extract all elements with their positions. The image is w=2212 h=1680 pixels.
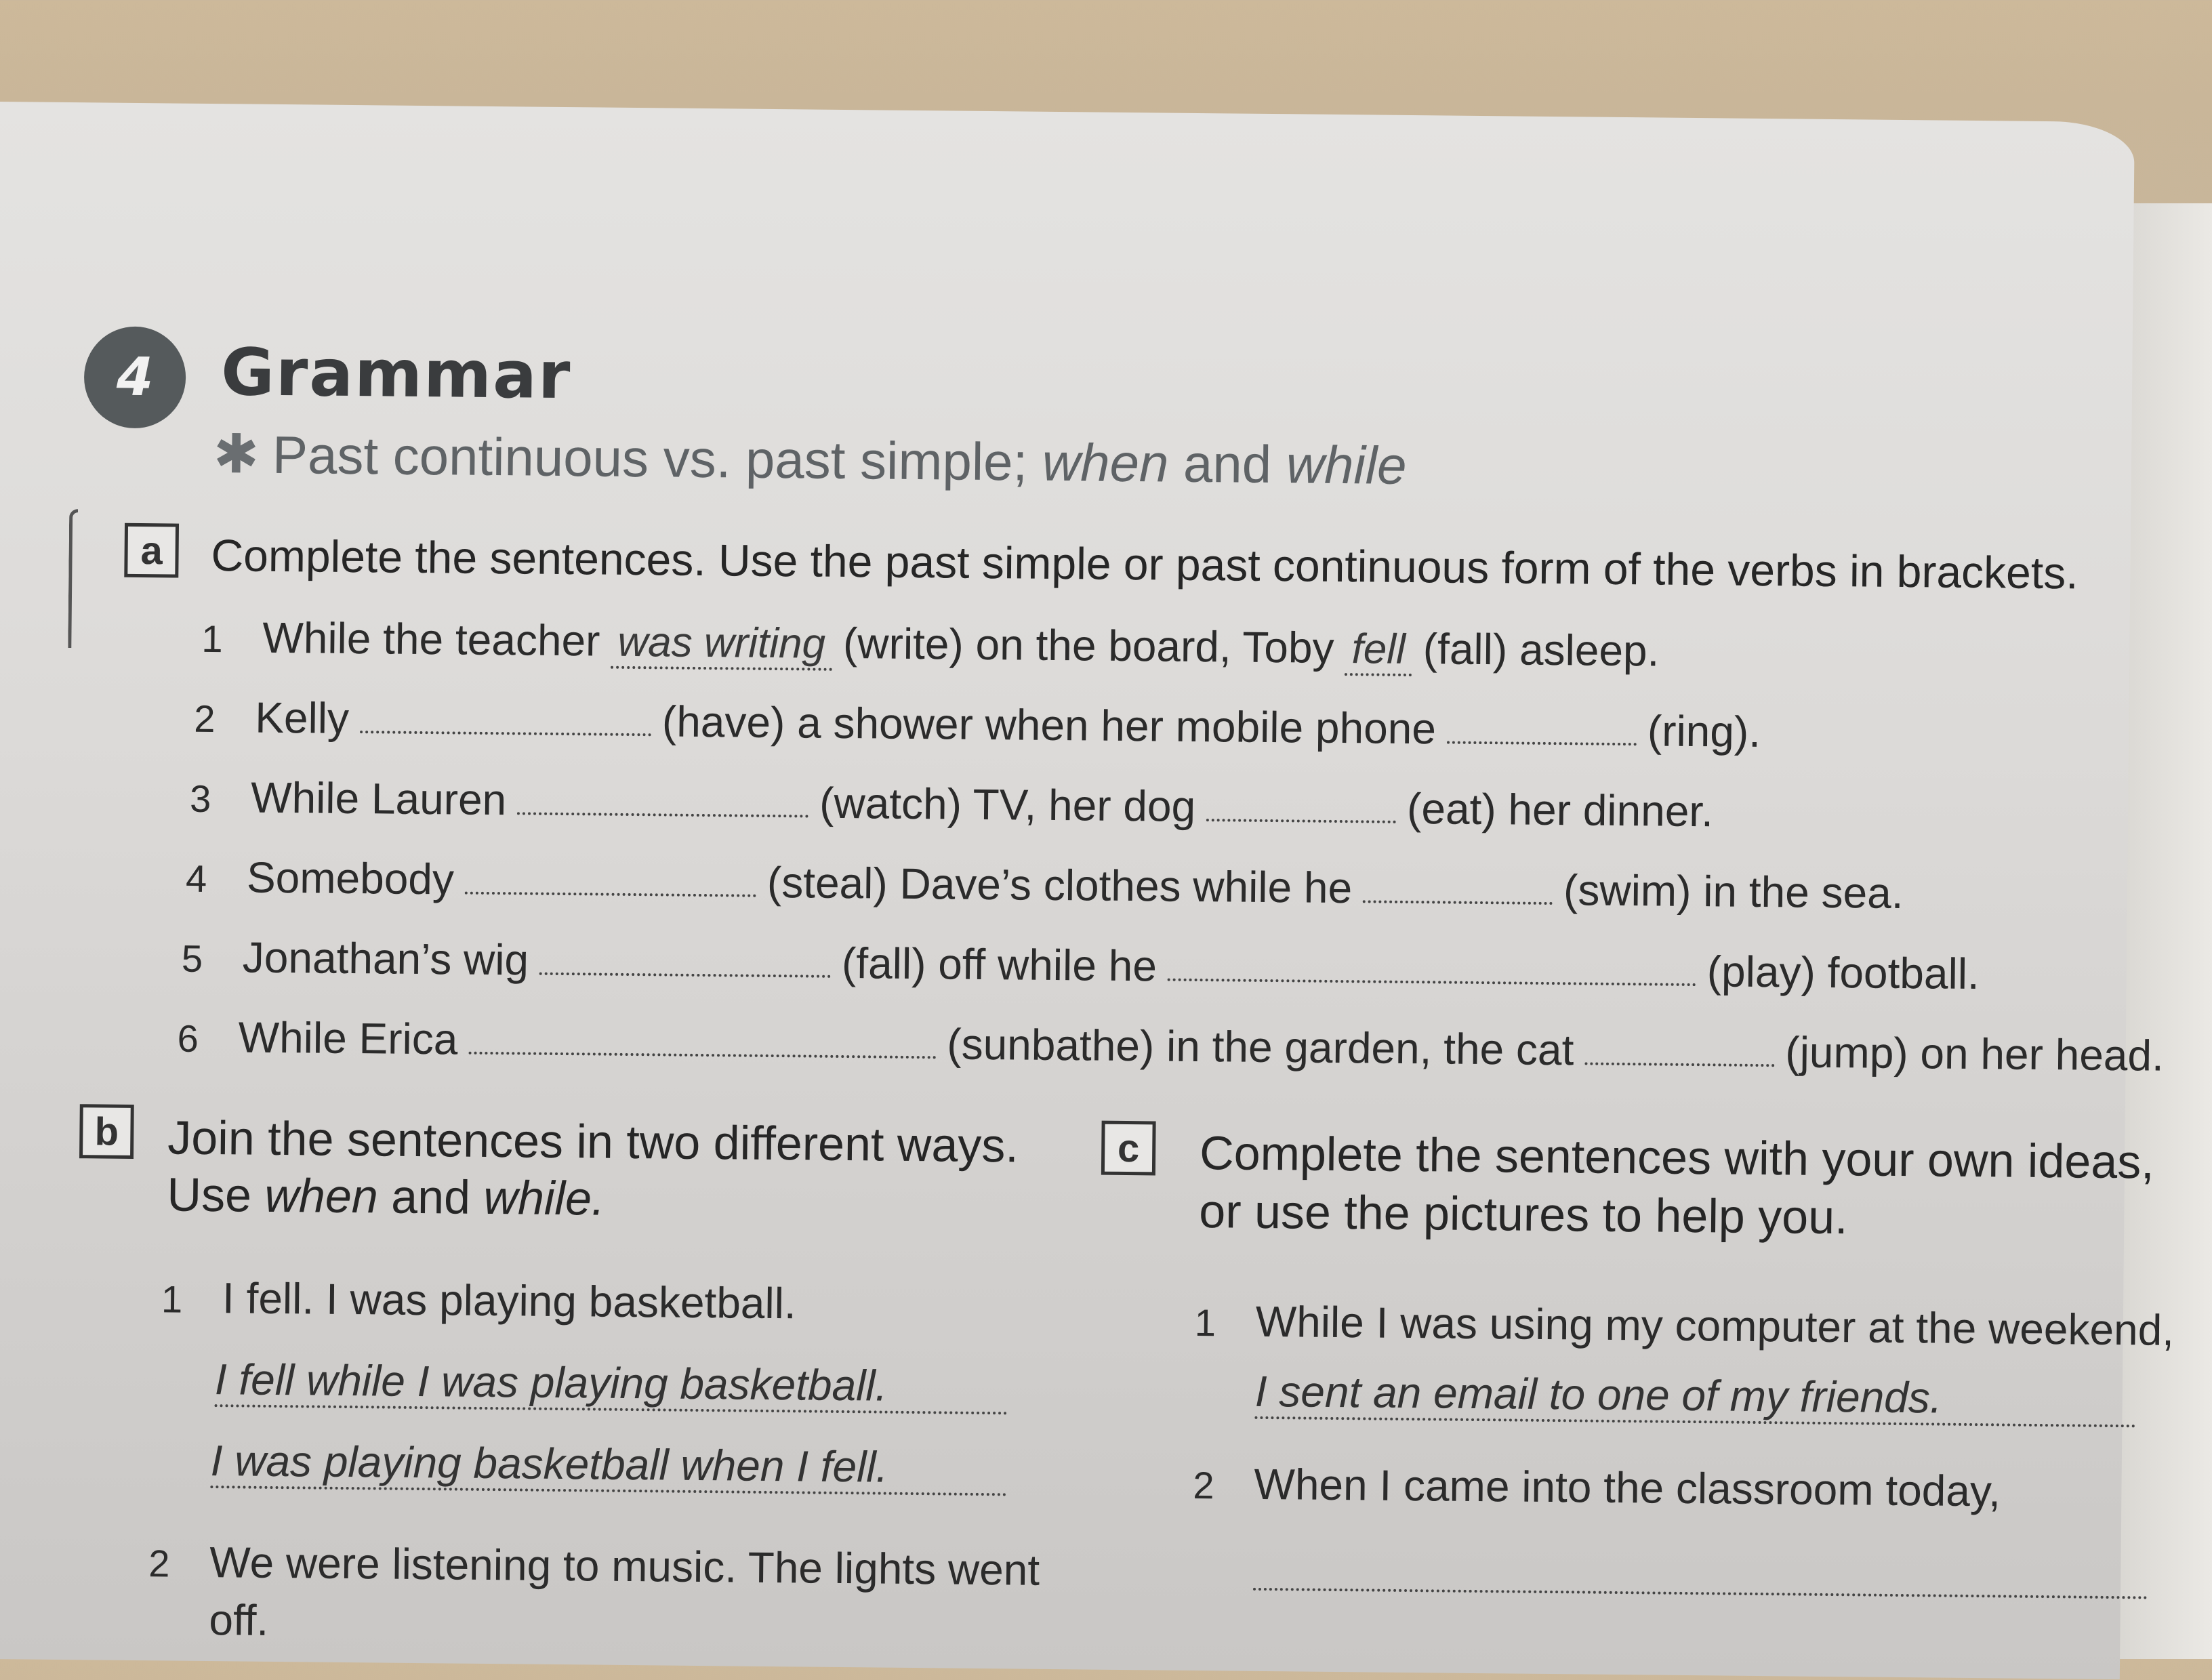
instr-text: and [390, 1170, 471, 1224]
exercise-c-answer-1[interactable]: I sent an email to one of my friends. [1254, 1366, 2136, 1427]
item-text: (have) a shower when her mobile phone [661, 697, 1437, 754]
subheading-text: Past continuous vs. past simple; [272, 424, 1028, 492]
item-number: 4 [185, 857, 207, 900]
answer-blank[interactable] [1168, 945, 1696, 986]
item-text: When I came into the classroom today, [1254, 1459, 2001, 1516]
subheading-when: when [1042, 432, 1169, 493]
exercise-b-label: b [79, 1104, 134, 1159]
item-text: (fall) asleep. [1422, 624, 1660, 676]
subheading-while: while [1286, 434, 1407, 495]
grammar-subheading [213, 422, 1407, 497]
instr-when: when [264, 1168, 379, 1223]
exercise-b-item [148, 1536, 1040, 1595]
unit-number: 4 [116, 346, 154, 409]
margin-pen-mark [68, 509, 78, 648]
answer-blank[interactable] [468, 1018, 936, 1059]
subheading-and: and [1183, 433, 1272, 495]
exercise-c-label: c [1101, 1121, 1156, 1176]
exercise-c-answer-blank[interactable] [1253, 1588, 2148, 1599]
answer-blank[interactable] [360, 697, 651, 736]
exercise-c-item [1194, 1296, 2174, 1355]
exercise-a-item [190, 772, 1713, 837]
exercise-a-item [201, 612, 1660, 679]
exercise-b-item-continuation: off. [209, 1595, 269, 1645]
item-text: I fell. I was playing basketball. [222, 1273, 797, 1328]
item-text: (fall) off while he [841, 938, 1158, 991]
item-text: (write) on the board, Toby [842, 618, 1334, 672]
item-number: 1 [1194, 1301, 1216, 1345]
answer-blank[interactable] [1584, 1029, 1775, 1067]
item-text: We were listening to music. The lights went [209, 1538, 1040, 1595]
item-number: 1 [201, 617, 223, 661]
item-number: 3 [189, 777, 211, 821]
item-text: (jump) on her head. [1785, 1027, 2165, 1080]
answer-blank[interactable] [465, 858, 756, 897]
section-title: Grammar [220, 334, 572, 414]
item-number: 5 [181, 937, 203, 980]
item-number: 6 [177, 1017, 199, 1060]
exercise-b-answer-2[interactable]: I was playing basketball when I fell. [210, 1435, 1007, 1496]
item-text: (eat) her dinner. [1406, 783, 1714, 836]
exercise-a-item [177, 1012, 2164, 1081]
answer-blank[interactable] [1447, 708, 1637, 746]
item-text: (swim) in the sea. [1563, 865, 1904, 918]
item-number: 1 [161, 1277, 183, 1321]
exercise-b-instruction-line1: Join the sentences in two different ways. [167, 1111, 1019, 1172]
exercise-b-answer-1[interactable]: I fell while I was playing basketball. [215, 1354, 1008, 1414]
item-text: Kelly [254, 693, 350, 743]
answer-blank[interactable] [1206, 785, 1397, 823]
exercise-c-item [1193, 1458, 2001, 1516]
item-number: 2 [1193, 1463, 1214, 1507]
item-text: Somebody [246, 853, 455, 904]
star-icon: ✱ [213, 424, 260, 485]
exercise-a-instruction: Complete the sentences. Use the past simple or past continuous form of the verbs in brackets. [211, 530, 2078, 598]
answer-blank[interactable] [539, 939, 831, 978]
instr-while: while. [483, 1170, 605, 1225]
exercise-a-label: a [124, 523, 179, 578]
exercise-a-item [194, 692, 1761, 757]
item-text: Jonathan’s wig [242, 933, 529, 985]
answer-field[interactable]: fell [1345, 625, 1412, 676]
item-text: While Lauren [250, 773, 507, 825]
answer-field[interactable]: was writing [611, 618, 832, 671]
unit-number-badge [83, 326, 186, 428]
item-text: (play) football. [1706, 947, 1980, 999]
exercise-b-instruction-line2 [167, 1167, 605, 1225]
exercise-b-item [161, 1272, 796, 1328]
workbook-page [0, 102, 2175, 1679]
item-text: (ring). [1647, 706, 1761, 756]
item-text: (steal) Dave’s clothes while he [766, 857, 1353, 913]
item-text: While the teacher [262, 613, 600, 665]
item-number: 2 [193, 697, 216, 741]
item-number: 2 [148, 1542, 170, 1585]
exercise-a-item [182, 932, 1980, 999]
item-text: While Erica [238, 1012, 458, 1064]
exercise-c-instruction-line1: Complete the sentences with your own ideas, [1199, 1126, 2155, 1189]
exercise-a-item [186, 852, 1904, 918]
answer-blank[interactable] [517, 778, 808, 817]
item-text: (sunbathe) in the garden, the cat [946, 1019, 1574, 1075]
item-text: (watch) TV, her dog [819, 778, 1196, 831]
item-text: While I was using my computer at the weekend, [1255, 1296, 2175, 1355]
exercise-c-instruction-line2: or use the pictures to help you. [1198, 1185, 1848, 1244]
instr-text: Use [167, 1168, 252, 1222]
answer-blank[interactable] [1363, 866, 1553, 905]
